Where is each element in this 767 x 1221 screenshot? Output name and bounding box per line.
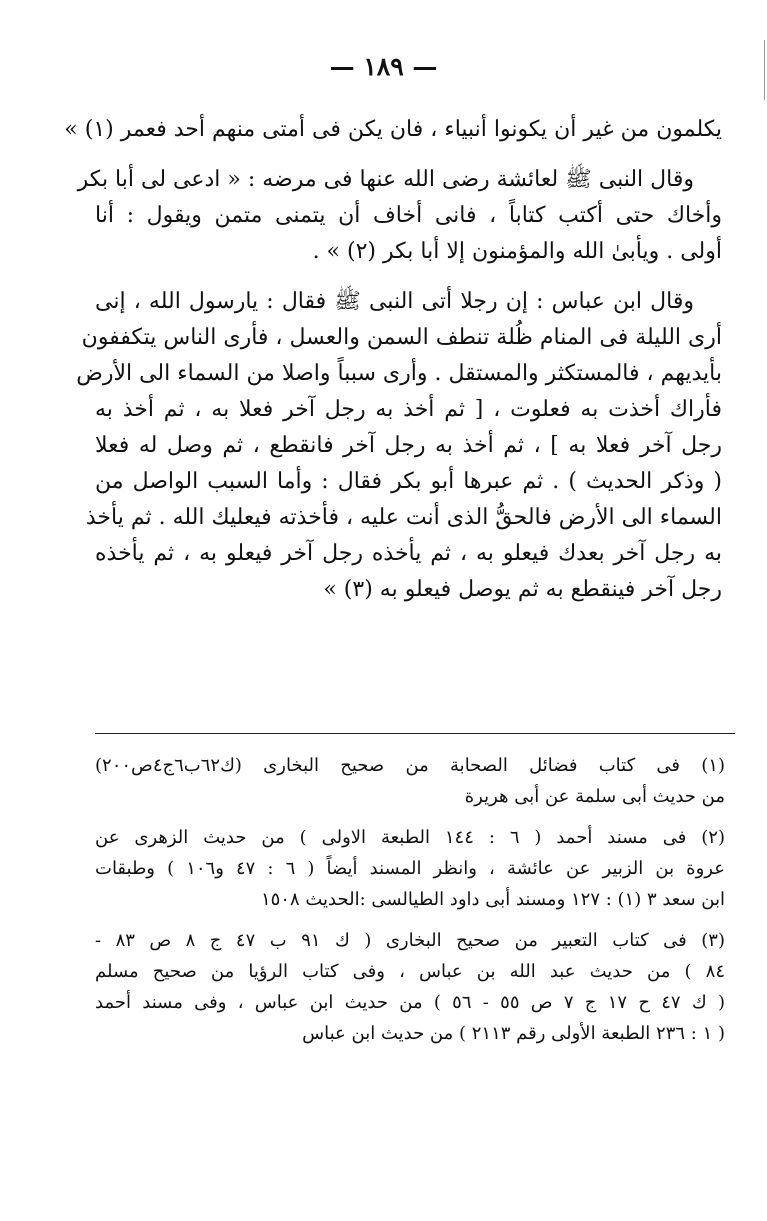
text-line: ( وذكر الحديث ) . ثم عبرها أبو بكر فقال : وأما السبب الواصل من — [95, 469, 722, 494]
text-line: رجل آخر فينقطع به ثم يوصل فيعلو به (٣) » — [323, 577, 722, 602]
footnote-line: (١) فى كتاب فضائل الصحابة من صحيح البخارى (ك٦٢ب٦ج٤ص٢٠٠) — [95, 755, 725, 776]
footnote-3 — [95, 925, 725, 1049]
footnote-line: عروة بن الزبير عن عائشة ، وانظر المسند أيضاً ( ٦ : ٤٧ و١٠٦ ) وطبقات — [95, 858, 725, 879]
text-line: وقال ابن عباس : إن رجلا أتى النبى ﷺ فقال : يارسول الله ، إنى — [95, 289, 694, 314]
text-line: رجل آخر فعلا به ] ، ثم أخذ به رجل آخر فانقطع ، ثم وصل له فعلا — [95, 433, 722, 458]
footnote-divider — [95, 733, 735, 734]
main-text — [64, 112, 722, 622]
text-line: وقال النبى ﷺ لعائشة رضى الله عنها فى مرضه : « ادعى لى أبا بكر — [77, 167, 694, 192]
page-number: — ١٨٩ — — [329, 52, 438, 81]
text-line: أرى الليلة فى المنام ظُلة تنطف السمن والعسل ، فأرى الناس يتكففون — [81, 325, 722, 350]
footnote-line: ٨٤ ) من حديث عبد الله بن عباس ، وفى كتاب الرؤيا من صحيح مسلم — [95, 961, 725, 982]
paragraph-3 — [76, 284, 722, 608]
footnote-1 — [95, 750, 725, 812]
text-line: به رجل آخر بعدك فيعلو به ، ثم يأخذه رجل آخر فيعلو به ، ثم يأخذه — [95, 541, 722, 566]
footnotes — [95, 750, 725, 1059]
footnote-line: (٣) فى كتاب التعبير من صحيح البخارى ( ك ٩١ ب ٤٧ ج ٨ ص ٨٣ - — [95, 930, 725, 951]
text-line: فأراك أخذت به فعلوت ، [ ثم أخذ به رجل آخر فعلا به ، ثم أخذ به — [95, 397, 722, 422]
text-line: وأخاك حتى أكتب كتاباً ، فانى أخاف أن يتمنى متمن ويقول : أنا — [95, 203, 722, 228]
text-line: أولى . ويأبىٰ الله والمؤمنون إلا أبا بكر (٢) » . — [312, 239, 722, 264]
footnote-line: من حديث أبى سلمة عن أبى هريرة — [464, 786, 725, 807]
footnote-line: ( ك ٤٧ ح ١٧ ج ٧ ص ٥٥ - ٥٦ ) من حديث ابن عباس ، وفى مسند أحمد — [95, 992, 725, 1013]
footnote-line: ( ١ : ٢٣٦ الطبعة الأولى رقم ٢١١٣ ) من حديث ابن عباس — [302, 1023, 725, 1044]
text-line: بأيديهم ، فالمستكثر والمستقل . وأرى سبباً واصلا من السماء الى الأرض — [76, 361, 722, 386]
footnote-line: ابن سعد ٣ (١) : ١٢٧ ومسند أبى داود الطيالسى :الحديث ١٥٠٨ — [260, 889, 725, 910]
footnote-line: (٢) فى مسند أحمد ( ٦ : ١٤٤ الطبعة الاولى ) من حديث الزهرى عن — [95, 827, 725, 848]
paragraph-2 — [77, 162, 722, 270]
text-line: يكلمون من غير أن يكونوا أنبياء ، فان يكن فى أمتى منهم أحد فعمر (١) » — [64, 117, 722, 142]
paragraph-1 — [64, 112, 722, 148]
text-line: السماء الى الأرض فالحقُّ الذى أنت عليه ، فأخذته فيعليك الله . ثم يأخذ — [85, 505, 722, 530]
footnote-2 — [95, 822, 725, 915]
